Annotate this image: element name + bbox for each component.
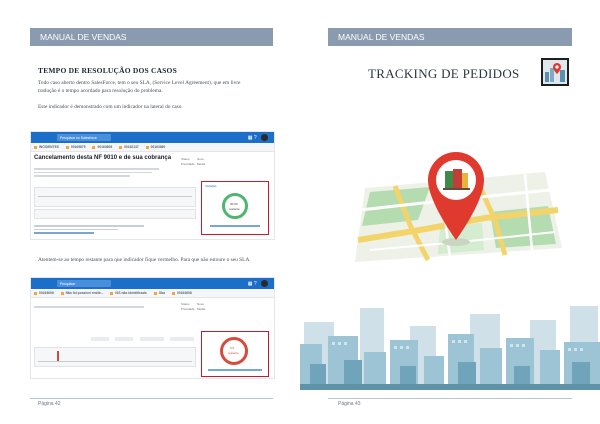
sla-label: Violação — [205, 184, 217, 188]
tab-item[interactable]: Oba — [151, 289, 168, 297]
tab-item[interactable]: Não foi possível emitir... — [58, 289, 107, 297]
topbar-icons — [248, 134, 268, 141]
city-pin-icon — [541, 58, 569, 86]
case-icon — [119, 146, 122, 149]
case-icon — [66, 146, 69, 149]
screenshot-case-sla-red — [30, 277, 275, 379]
case-icon — [172, 292, 175, 295]
sla-timer-unit: restante — [229, 207, 240, 211]
case-title: Cancelamento desta NF 9010 e de sua cobrança — [34, 155, 172, 161]
case-details — [34, 223, 164, 236]
salesforce-topbar — [31, 278, 274, 289]
page-number: Página 43 — [338, 401, 361, 407]
help-icon[interactable]: ? — [253, 280, 257, 287]
case-icon — [61, 292, 64, 295]
status-label: Status — [181, 302, 190, 306]
case-icon — [34, 146, 37, 149]
footer-line — [30, 398, 273, 399]
sla-gauge-green — [222, 193, 248, 219]
avatar[interactable] — [261, 280, 268, 287]
page-header-band: MANUAL DE VENDAS — [328, 28, 572, 46]
case-icon — [92, 146, 95, 149]
help-icon[interactable]: ? — [253, 134, 257, 141]
topbar-icons — [248, 280, 268, 287]
page-number: Página 42 — [38, 401, 61, 407]
map-illustration — [300, 130, 600, 300]
case-icon — [110, 292, 113, 295]
tab-item[interactable]: 00165875 — [63, 143, 89, 151]
tab-item[interactable]: 00163608 — [169, 289, 195, 297]
status-value: Novo — [197, 157, 205, 161]
sla-indicator-box — [201, 331, 269, 377]
page-header-band: MANUAL DE VENDAS — [30, 28, 273, 46]
sla-link[interactable] — [208, 369, 262, 371]
paragraph-indicator: Este indicador é demonstrado com um indicador na lateral do caso. — [38, 104, 183, 110]
avatar[interactable] — [261, 134, 268, 141]
status-value: Novo — [197, 302, 205, 306]
action-buttons — [91, 328, 199, 334]
search-placeholder: Pesquisar — [60, 281, 76, 286]
city-skyline-illustration — [300, 300, 600, 390]
screenshot-case-sla — [30, 131, 275, 240]
timeline-chart — [34, 187, 196, 207]
section-title: TEMPO DE RESOLUÇÃO DOS CASOS — [38, 66, 177, 75]
grid-icon[interactable]: ▦ — [247, 134, 253, 141]
sla-indicator-box — [201, 181, 269, 235]
status-label: Status — [181, 157, 190, 161]
timeline-chart — [34, 347, 196, 367]
case-description — [34, 166, 164, 178]
tab-item[interactable]: 00162137 — [116, 143, 142, 151]
salesforce-topbar — [31, 132, 274, 143]
sla-timer-unit: restante — [228, 351, 239, 355]
priority-label: Prioridade — [181, 307, 195, 311]
sla-link[interactable] — [210, 225, 260, 227]
case-description — [34, 306, 144, 308]
footer-line — [328, 398, 572, 399]
tab-item[interactable]: 00163608 — [89, 143, 115, 151]
right-page — [300, 0, 600, 424]
paragraph-sla: Todo caso aberto dentro SalesForce, tem o seu SLA, (Service Level Agreement), que em livre tradução é o tempo acordado para resolução do problema. — [38, 80, 241, 94]
tab-item[interactable]: ISS não identificado — [107, 289, 150, 297]
search-placeholder: Pesquisar no Salesforce — [60, 135, 97, 140]
sla-timer-value: 0:0 — [230, 346, 235, 350]
paragraph-attention: Atentem-se ao tempo restante para que indicador fique vermelho. Para que não estoure o seu SLA — [38, 257, 250, 263]
tab-item[interactable]: 00163608 — [31, 289, 57, 297]
tab-row — [31, 143, 274, 152]
case-icon — [34, 292, 37, 295]
priority-label: Prioridade — [181, 162, 195, 166]
case-icon — [154, 292, 157, 295]
page-title: TRACKING DE PEDIDOS — [368, 66, 520, 81]
priority-value: Média — [197, 162, 206, 166]
grid-icon[interactable]: ▦ — [247, 280, 253, 287]
case-icon — [146, 146, 149, 149]
tab-row — [31, 289, 274, 298]
search-box[interactable] — [57, 280, 111, 287]
tab-item[interactable]: 00163860 — [143, 143, 169, 151]
search-box[interactable] — [57, 134, 111, 141]
tab-item[interactable]: INCIDENTES — [31, 143, 62, 151]
timeline-scroll[interactable] — [34, 209, 196, 219]
sla-timer-value: 00:00 — [230, 202, 238, 206]
priority-value: Média — [197, 307, 206, 311]
